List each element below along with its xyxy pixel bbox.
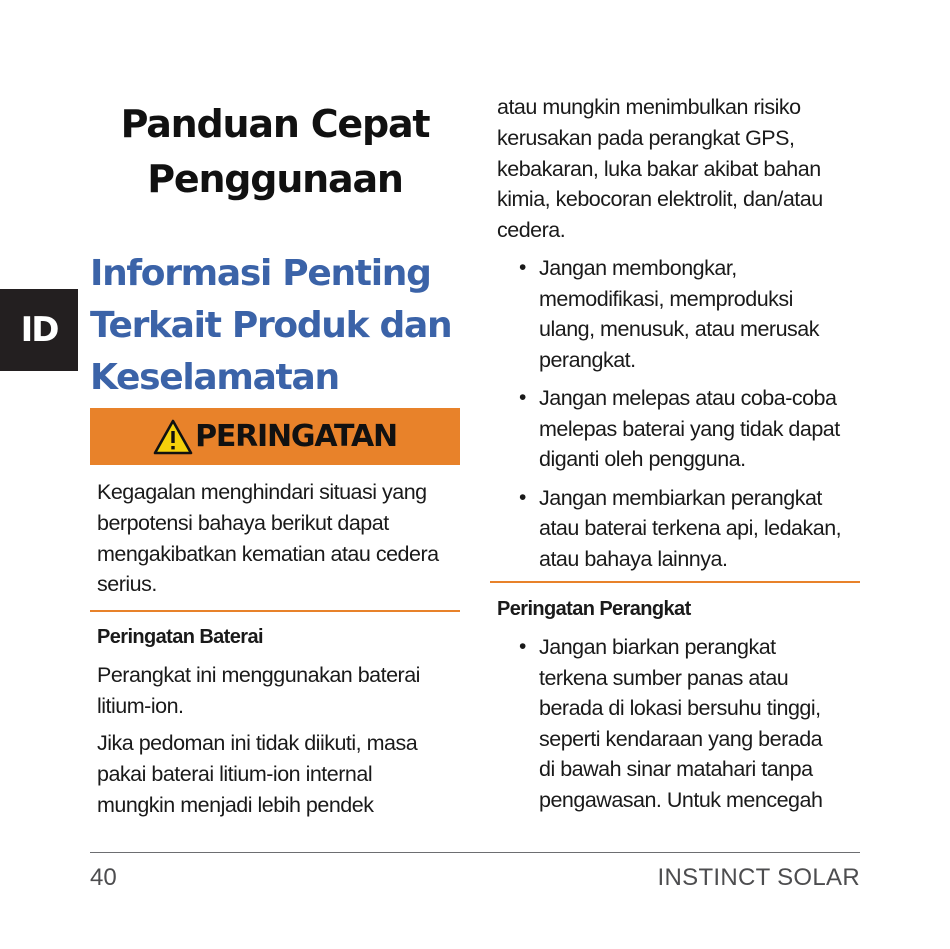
text-line: memodifikasi, memproduksi xyxy=(539,286,793,311)
list-item xyxy=(497,632,867,815)
bullet-icon: • xyxy=(519,635,526,658)
text-line: atau mungkin menimbulkan risiko xyxy=(497,95,801,119)
text-line: litium-ion. xyxy=(97,693,184,718)
bullet-icon: • xyxy=(519,386,526,409)
text-line: mengakibatkan kematian atau cedera xyxy=(97,541,439,566)
section-title xyxy=(90,248,460,404)
text-line: pengawasan. Untuk mencegah xyxy=(539,787,823,812)
text-line: Kegagalan menghindari situasi yang xyxy=(97,480,427,504)
text-line: pakai baterai litium-ion internal xyxy=(97,761,373,786)
text-line: seperti kendaraan yang berada xyxy=(539,726,823,751)
section-title-line: Keselamatan xyxy=(90,357,339,398)
battery-warning-heading: Peringatan Baterai xyxy=(97,626,263,648)
text-line: kerusakan pada perangkat GPS, xyxy=(497,125,795,150)
text-line: Jangan membongkar, xyxy=(539,256,737,280)
product-name: INSTINCT SOLAR xyxy=(657,864,860,891)
page-number: 40 xyxy=(90,864,117,891)
text-line: Perangkat ini menggunakan baterai xyxy=(97,663,420,687)
text-line: perangkat. xyxy=(539,347,636,372)
list-item xyxy=(497,253,867,375)
battery-paragraph-continued xyxy=(497,92,860,246)
warning-intro xyxy=(97,477,460,600)
page-title-line: Panduan Cepat xyxy=(120,102,430,146)
battery-paragraph-1 xyxy=(97,660,460,722)
text-line: cedera. xyxy=(497,218,566,243)
warning-triangle-icon xyxy=(153,419,193,455)
page-title-line: Penggunaan xyxy=(147,157,403,201)
section-divider xyxy=(490,581,860,583)
text-line: berada di lokasi bersuhu tinggi, xyxy=(539,696,821,720)
text-line: atau baterai terkena api, ledakan, xyxy=(539,516,842,540)
text-line: Jangan melepas atau coba-coba xyxy=(539,386,837,410)
text-line: Jika pedoman ini tidak diikuti, masa xyxy=(97,731,418,755)
language-tab: ID xyxy=(0,289,78,371)
warning-banner xyxy=(90,408,460,465)
bullet-icon: • xyxy=(519,485,526,509)
text-line: kimia, kebocoran elektrolit, dan/atau xyxy=(497,187,823,212)
list-item xyxy=(497,483,867,575)
battery-bullet-list xyxy=(497,253,867,582)
text-line: berpotensi bahaya berikut dapat xyxy=(97,510,389,535)
text-line: serius. xyxy=(97,572,157,597)
device-bullet-list xyxy=(497,632,867,823)
text-line: diganti oleh pengguna. xyxy=(539,447,746,471)
text-line: mungkin menjadi lebih pendek xyxy=(97,792,374,817)
section-title-line: Terkait Produk dan xyxy=(90,305,452,346)
text-line: ulang, menusuk, atau merusak xyxy=(539,317,819,341)
text-line: kebakaran, luka bakar akibat bahan xyxy=(497,156,821,181)
section-divider xyxy=(90,610,460,612)
battery-paragraph-2 xyxy=(97,728,460,820)
text-line: di bawah sinar matahari tanpa xyxy=(539,757,813,781)
list-item xyxy=(497,383,867,475)
text-line: Jangan biarkan perangkat xyxy=(539,635,776,659)
footer-divider xyxy=(90,852,860,853)
text-line: melepas baterai yang tidak dapat xyxy=(539,416,840,441)
text-line: terkena sumber panas atau xyxy=(539,665,789,690)
device-warning-heading: Peringatan Perangkat xyxy=(497,598,691,620)
page-title xyxy=(90,97,460,207)
bullet-icon: • xyxy=(519,256,526,279)
section-title-line: Informasi Penting xyxy=(90,253,431,294)
text-line: Jangan membiarkan perangkat xyxy=(539,485,822,510)
warning-label: PERINGATAN xyxy=(195,419,397,454)
text-line: atau bahaya lainnya. xyxy=(539,546,728,571)
